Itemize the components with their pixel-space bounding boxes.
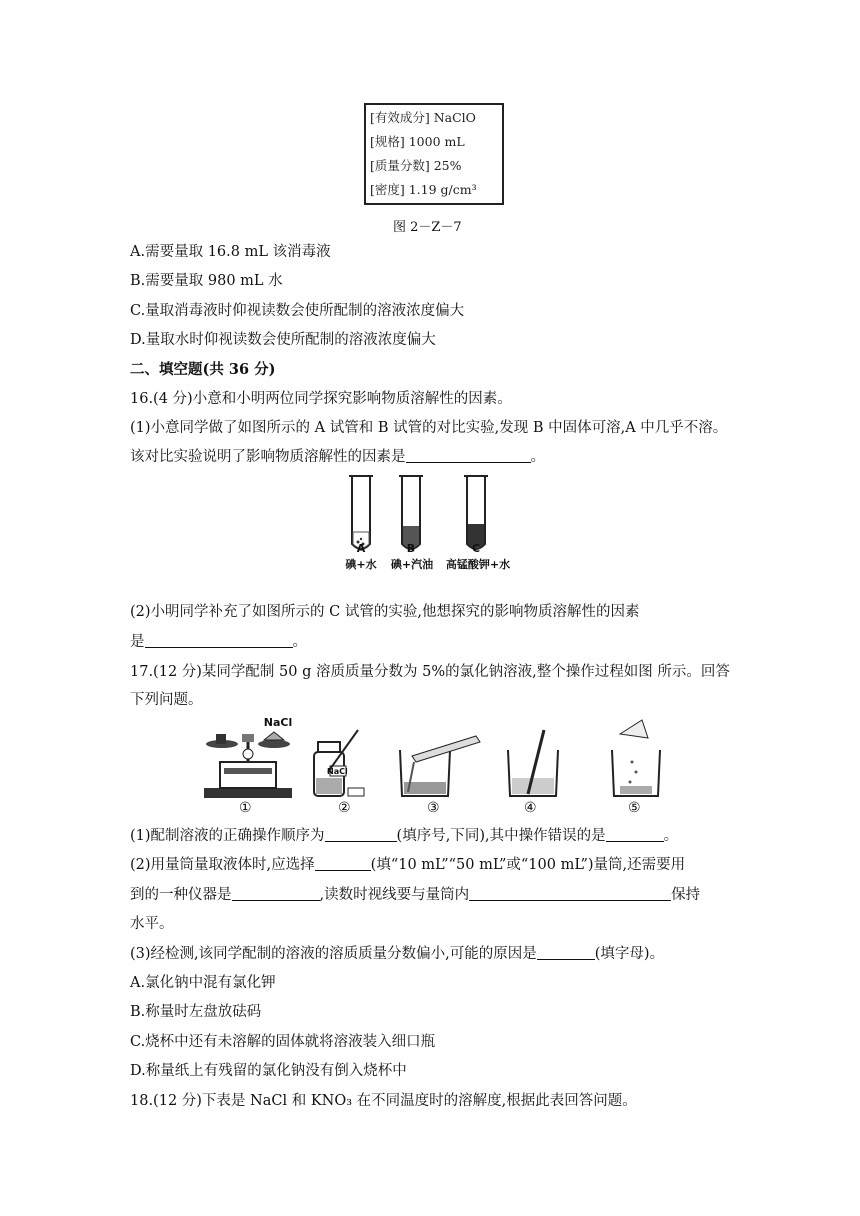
answer-blank[interactable] [537, 945, 595, 960]
answer-blank[interactable] [315, 856, 371, 871]
q17-stem-line2: 下列问题。 [130, 692, 203, 708]
step-5-label: ⑤ [628, 800, 641, 816]
q16-part1-line1: (1)小意同学做了如图所示的 A 试管和 B 试管的对比实验,发现 B 中固体可溶,A 中几乎不溶。 [130, 420, 728, 436]
q16-part2-line1: (2)小明同学补充了如图所示的 C 试管的实验,他想探究的影响物质溶解性的因素 [130, 604, 640, 620]
q17-option-c: C.烧杯中还有未溶解的固体就将溶液装入细口瓶 [130, 1034, 436, 1050]
reagent-jar [314, 730, 364, 796]
figure-caption: 图 2－Z－7 [393, 220, 462, 235]
q16-part2-text: 是 [130, 634, 145, 650]
tube-label-c: 高锰酸钾+水 [445, 558, 511, 571]
q17-part3-text-a: (3)经检测,该同学配制的溶液的溶质质量分数偏小,可能的原因是 [130, 946, 537, 962]
section-title: 二、填空题(共 36 分) [130, 361, 276, 378]
q16-part2-line2 [130, 632, 307, 652]
step-2-label: ② [338, 800, 351, 816]
q17-part2-text-b: (填“10 mL”“50 mL”或“100 mL”)量筒,还需要用 [370, 857, 686, 873]
q18-stem: 18.(12 分)下表是 NaCl 和 KNO₃ 在不同温度时的溶解度,根据此表回答问题。 [130, 1093, 637, 1109]
q17-part1 [130, 826, 678, 846]
q17-part1-text-a: (1)配制溶液的正确操作顺序为 [130, 828, 325, 844]
step-3-label: ③ [427, 800, 440, 816]
q15-option-c: C.量取消毒液时仰视读数会使所配制的溶液浓度偏大 [130, 303, 465, 319]
tube-letter-b: B [406, 542, 416, 555]
step-4-label: ④ [524, 800, 537, 816]
tube-label-b: 碘+汽油 [390, 558, 434, 571]
q17-part2-text-a: (2)用量筒量取液体时,应选择 [130, 857, 315, 873]
q17-part1-text-b: (填序号,下同),其中操作错误的是 [396, 828, 606, 844]
product-label-box [364, 103, 504, 205]
q17-part2-text-c: 到的一种仪器是 [130, 887, 232, 903]
q17-option-b: B.称量时左盘放砝码 [130, 1004, 262, 1020]
q16-part1-end: 。 [530, 449, 545, 465]
q17-option-d: D.称量纸上有残留的氯化钠没有倒入烧杯中 [130, 1063, 407, 1079]
q16-stem: 16.(4 分)小意和小明两位同学探究影响物质溶解性的因素。 [130, 391, 512, 407]
answer-blank[interactable] [145, 633, 293, 648]
q17-part2-text-e: 保持 [671, 887, 701, 903]
tube-letter-c: C [471, 542, 481, 555]
tube-c [464, 476, 488, 549]
label-row-spec: [规格] 1000 mL [370, 134, 465, 149]
q17-stem-line1: 17.(12 分)某同学配制 50 g 溶质质量分数为 5%的氯化钠溶液,整个操作过程如图 所示。回答 [130, 664, 730, 680]
label-row-density: [密度] 1.19 g/cm³ [370, 182, 477, 197]
balance-scale [204, 732, 292, 798]
q16-part2-end: 。 [292, 634, 307, 650]
q16-part1-text: 该对比实验说明了影响物质溶解性的因素是 [130, 449, 406, 465]
label-row-ingredient: [有效成分] NaClO [370, 110, 476, 125]
answer-blank[interactable] [469, 886, 671, 901]
beaker-pouring [400, 736, 480, 796]
jar-label: NaCl [327, 767, 348, 776]
tube-a [349, 476, 373, 549]
q15-option-d: D.量取水时仰视读数会使所配制的溶液浓度偏大 [130, 332, 436, 348]
q17-part3 [130, 944, 664, 964]
q17-part2-line2 [130, 885, 700, 905]
q17-part1-end: 。 [663, 828, 679, 844]
q15-option-a: A.需要量取 16.8 mL 该消毒液 [130, 244, 331, 260]
tube-b [399, 476, 423, 549]
q17-option-a: A.氯化钠中混有氯化钾 [130, 975, 276, 991]
q17-part2-text-d: ,读数时视线要与量筒内 [319, 887, 470, 903]
label-row-mass-fraction: [质量分数] 25% [370, 158, 462, 173]
q15-option-b: B.需要量取 980 mL 水 [130, 273, 283, 289]
step-1-label: ① [239, 800, 252, 816]
beaker-adding-solid [612, 720, 660, 796]
balance-nacl-label: NaCl [263, 716, 293, 729]
q17-part2-line1 [130, 855, 685, 875]
beaker-stirring [508, 730, 558, 796]
tube-letter-a: A [356, 542, 366, 555]
q17-part2-line3: 水平。 [130, 916, 174, 932]
answer-blank[interactable] [325, 827, 397, 842]
tube-label-a: 碘+水 [345, 558, 377, 571]
q17-part3-text-b: (填字母)。 [594, 946, 665, 962]
answer-blank[interactable] [606, 827, 664, 842]
q16-part1-line2 [130, 447, 545, 467]
answer-blank[interactable] [406, 448, 531, 463]
answer-blank[interactable] [232, 886, 320, 901]
